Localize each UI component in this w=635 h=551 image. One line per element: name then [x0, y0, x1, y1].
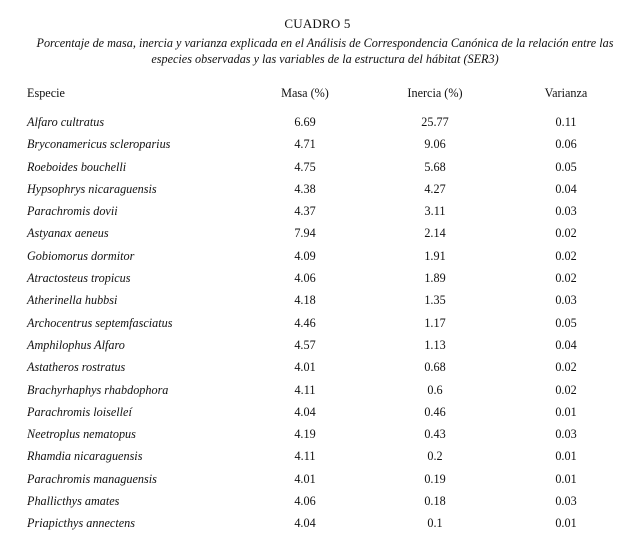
masa-cell: 4.11 — [294, 449, 316, 464]
inercia-cell: 3.11 — [424, 204, 446, 219]
table-row — [0, 159, 635, 181]
species-cell: Hypsophrys nicaraguensis — [27, 181, 157, 196]
inercia-cell: 1.89 — [424, 271, 446, 286]
table-row — [0, 382, 635, 404]
species-cell: Alfaro cultratus — [27, 115, 105, 129]
table-row — [0, 426, 635, 448]
inercia-cell: 9.06 — [424, 137, 446, 152]
inercia-cell: 1.17 — [424, 315, 446, 330]
table-row — [0, 315, 635, 337]
masa-cell: 4.11 — [294, 382, 316, 397]
header-varianza: Varianza — [544, 86, 588, 100]
species-cell: Neetroplus nematopus — [27, 427, 136, 442]
varianza-cell: 0.03 — [555, 204, 577, 219]
varianza-cell: 0.04 — [555, 181, 577, 196]
masa-cell: 4.57 — [294, 337, 316, 352]
table-body — [0, 114, 635, 538]
inercia-cell: 0.18 — [424, 494, 446, 509]
table-row — [0, 181, 635, 203]
table-row — [0, 515, 635, 537]
species-cell: Brachyrhaphys rhabdophora — [27, 382, 169, 397]
masa-cell: 7.94 — [294, 226, 316, 241]
varianza-cell: 0.02 — [555, 382, 577, 397]
masa-cell: 4.04 — [294, 516, 316, 531]
table-row — [0, 337, 635, 359]
varianza-cell: 0.03 — [555, 427, 577, 442]
species-cell: Archocentrus septemfasciatus — [27, 315, 173, 330]
varianza-cell: 0.11 — [555, 115, 577, 129]
header-inercia: Inercia (%) — [407, 86, 463, 100]
species-cell: Amphilophus Alfaro — [27, 337, 125, 352]
inercia-cell: 0.1 — [427, 516, 443, 531]
masa-cell: 4.75 — [294, 159, 316, 174]
table-row — [0, 493, 635, 515]
varianza-cell: 0.01 — [555, 471, 577, 486]
varianza-cell: 0.02 — [555, 360, 577, 375]
inercia-cell: 0.46 — [424, 404, 446, 419]
species-cell: Parachromis dovii — [27, 204, 118, 219]
table-row — [0, 203, 635, 225]
species-cell: Atherinella hubbsi — [27, 293, 118, 308]
varianza-cell: 0.01 — [555, 404, 577, 419]
table-row — [0, 248, 635, 270]
table-row — [0, 471, 635, 493]
inercia-cell: 4.27 — [424, 181, 446, 196]
varianza-cell: 0.04 — [555, 337, 577, 352]
caption-line-1: Porcentaje de masa, inercia y varianza explicada en el Análisis de Correspondencia Canónica de la relación entre las — [36, 36, 614, 50]
header-masa: Masa (%) — [281, 86, 329, 100]
inercia-cell: 1.35 — [424, 293, 446, 308]
varianza-cell: 0.02 — [555, 248, 577, 263]
inercia-cell: 0.6 — [427, 382, 443, 397]
masa-cell: 4.01 — [294, 360, 316, 375]
species-cell: Gobiomorus dormitor — [27, 248, 135, 263]
varianza-cell: 0.05 — [555, 159, 577, 174]
species-cell: Roeboides bouchelli — [27, 159, 127, 174]
table-row — [0, 225, 635, 247]
species-cell: Astyanax aeneus — [27, 226, 109, 241]
masa-cell: 4.18 — [294, 293, 316, 308]
table-row — [0, 136, 635, 158]
masa-cell: 4.37 — [294, 204, 316, 219]
species-cell: Rhamdia nicaraguensis — [27, 449, 143, 464]
masa-cell: 4.71 — [294, 137, 316, 152]
varianza-cell: 0.02 — [555, 271, 577, 286]
masa-cell: 6.69 — [294, 115, 316, 129]
table-row — [0, 292, 635, 314]
masa-cell: 4.06 — [294, 494, 316, 509]
inercia-cell: 25.77 — [421, 115, 449, 129]
table-caption — [20, 35, 630, 67]
species-cell: Astatheros rostratus — [27, 360, 126, 375]
table-header-row — [0, 85, 635, 114]
species-cell: Atractosteus tropicus — [27, 271, 131, 286]
table-title: CUADRO 5 — [284, 16, 351, 31]
masa-cell: 4.04 — [294, 404, 316, 419]
species-cell: Parachromis loiselleí — [27, 404, 132, 419]
varianza-cell: 0.05 — [555, 315, 577, 330]
inercia-cell: 2.14 — [424, 226, 446, 241]
inercia-cell: 1.13 — [424, 337, 446, 352]
inercia-cell: 0.19 — [424, 471, 446, 486]
header-especie: Especie — [27, 86, 65, 100]
masa-cell: 4.46 — [294, 315, 316, 330]
masa-cell: 4.38 — [294, 181, 316, 196]
varianza-cell: 0.02 — [555, 226, 577, 241]
masa-cell: 4.01 — [294, 471, 316, 486]
varianza-cell: 0.03 — [555, 293, 577, 308]
table-row — [0, 448, 635, 470]
table-row — [0, 359, 635, 381]
varianza-cell: 0.03 — [555, 494, 577, 509]
inercia-cell: 0.68 — [424, 360, 446, 375]
varianza-cell: 0.01 — [555, 516, 577, 531]
table-row — [0, 270, 635, 292]
data-table — [0, 85, 635, 538]
varianza-cell: 0.06 — [555, 137, 577, 152]
inercia-cell: 0.43 — [424, 427, 446, 442]
inercia-cell: 0.2 — [427, 449, 443, 464]
species-cell: Parachromis managuensis — [27, 471, 157, 486]
species-cell: Bryconamericus scleroparius — [27, 137, 171, 152]
varianza-cell: 0.01 — [555, 449, 577, 464]
masa-cell: 4.19 — [294, 427, 316, 442]
species-cell: Phallicthys amates — [27, 494, 120, 509]
table-row — [0, 404, 635, 426]
table-row — [0, 114, 635, 136]
species-cell: Priapicthys annectens — [27, 516, 135, 531]
inercia-cell: 5.68 — [424, 159, 446, 174]
masa-cell: 4.09 — [294, 248, 316, 263]
masa-cell: 4.06 — [294, 271, 316, 286]
inercia-cell: 1.91 — [424, 248, 446, 263]
caption-line-2: especies observadas y las variables de la estructura del hábitat (SER3) — [151, 52, 499, 66]
